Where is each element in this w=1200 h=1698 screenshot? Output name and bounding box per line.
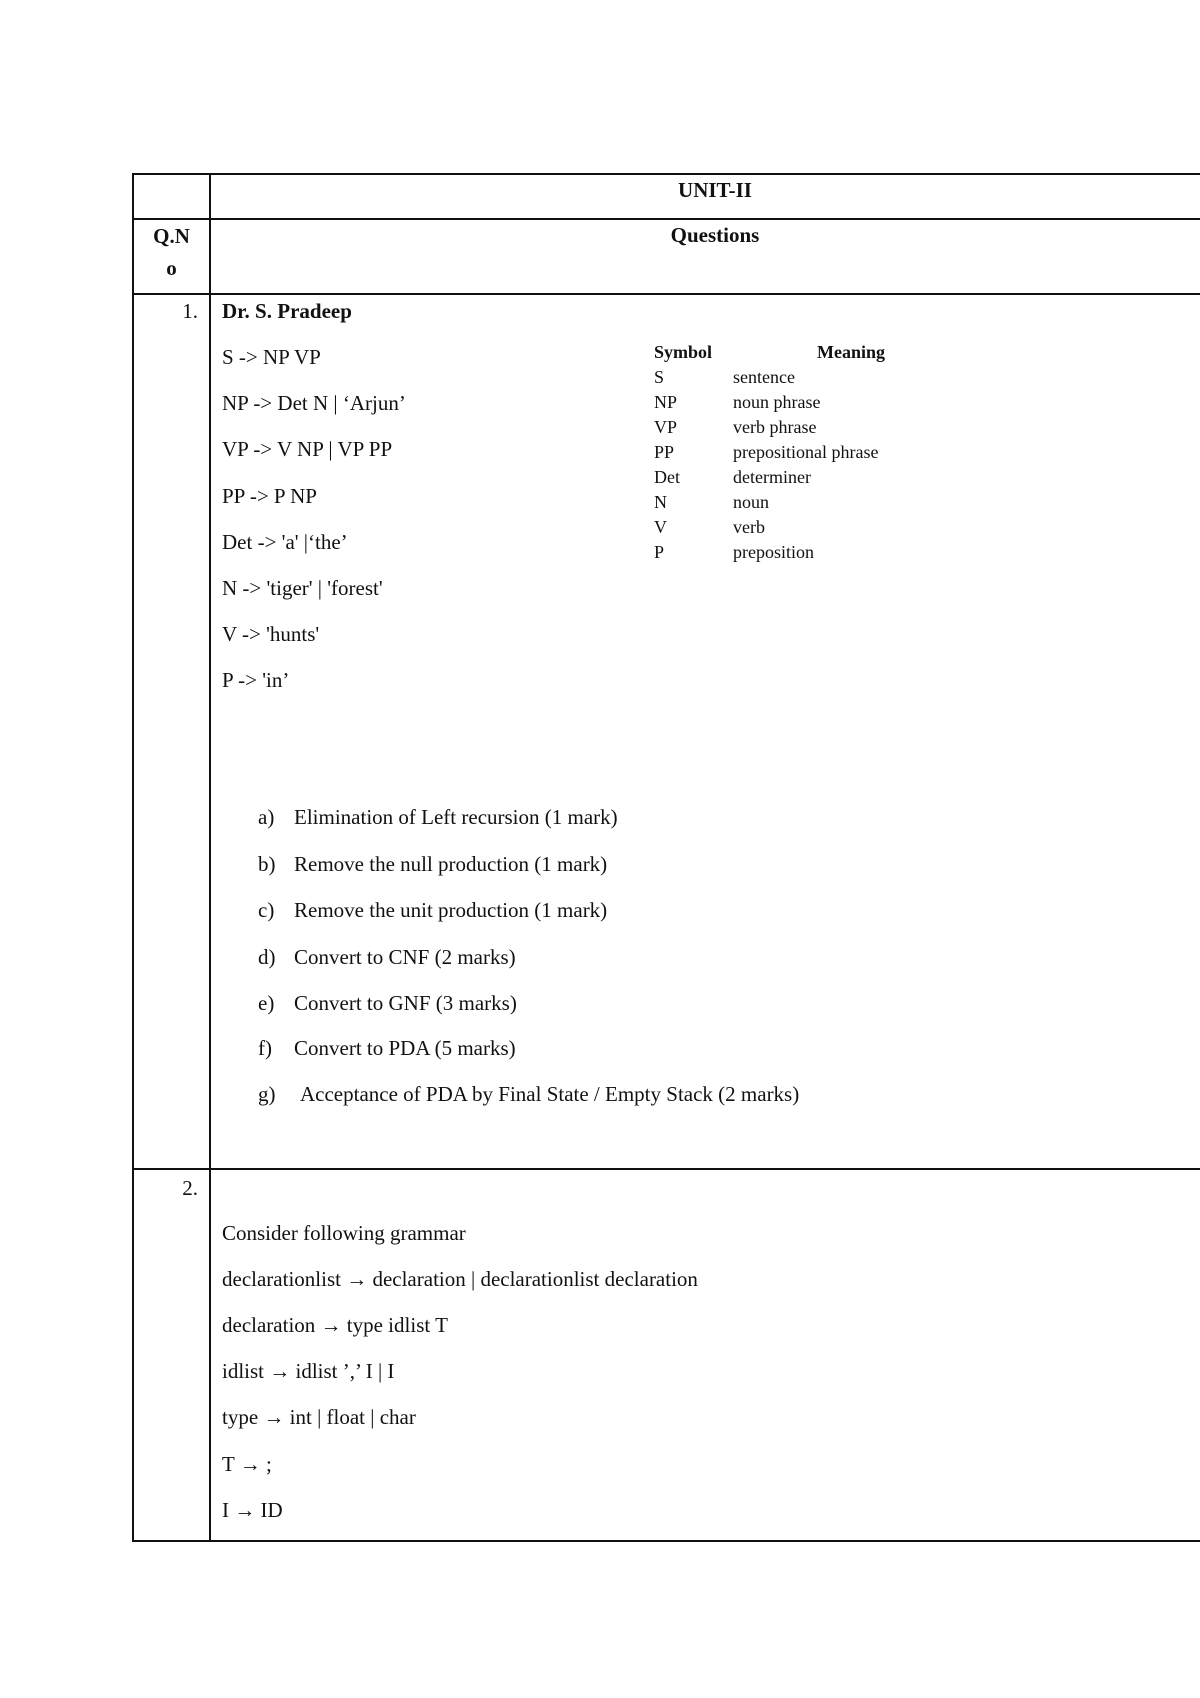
question-author: Dr. S. Pradeep xyxy=(222,299,352,323)
symbol-row xyxy=(654,515,904,540)
column-divider xyxy=(209,173,211,1540)
task-text: Convert to PDA (5 marks) xyxy=(294,1036,516,1060)
symbol-row xyxy=(654,415,904,440)
qno-header-line1: Q.N xyxy=(153,224,190,248)
symbol-meaning-table xyxy=(654,340,904,565)
meaning-cell: determiner xyxy=(733,467,811,487)
task-label: b) xyxy=(258,852,276,876)
question-number-2: 2. xyxy=(182,1176,198,1200)
grammar-rule: declarationlist → declaration | declarationlist declaration xyxy=(222,1267,698,1291)
task-label: d) xyxy=(258,945,276,969)
task-item xyxy=(258,804,618,830)
symbol-cell: P xyxy=(654,542,665,562)
grammar-rule: P -> 'in’ xyxy=(222,668,290,692)
task-item xyxy=(258,1035,516,1061)
task-text: Convert to GNF (3 marks) xyxy=(294,991,517,1015)
meaning-cell: prepositional phrase xyxy=(733,442,879,462)
qno-header xyxy=(134,220,209,284)
task-label: g) xyxy=(258,1082,276,1106)
unit-title: UNIT-II xyxy=(678,178,752,202)
symbol-table-header xyxy=(654,340,904,365)
task-text: Remove the unit production (1 mark) xyxy=(294,898,608,922)
task-label: a) xyxy=(258,805,275,829)
row-divider-header xyxy=(132,293,1200,295)
grammar-rule: declaration → type idlist T xyxy=(222,1313,448,1337)
task-label: c) xyxy=(258,898,275,922)
qno-header-line2: o xyxy=(166,256,177,280)
symbol-cell: VP xyxy=(654,417,678,437)
grammar-rule: type → int | float | char xyxy=(222,1405,416,1429)
meaning-cell: verb phrase xyxy=(733,417,817,437)
grammar-rule: T → ; xyxy=(222,1452,272,1476)
grammar-rule: VP -> V NP | VP PP xyxy=(222,437,393,461)
question-intro: Consider following grammar xyxy=(222,1221,466,1245)
meaning-cell: preposition xyxy=(733,542,814,562)
task-item xyxy=(258,990,517,1016)
task-text: Acceptance of PDA by Final State / Empty Stack (2 marks) xyxy=(300,1082,800,1106)
grammar-rule: N -> 'tiger' | 'forest' xyxy=(222,576,383,600)
task-item xyxy=(258,851,607,877)
symbol-cell: V xyxy=(654,517,667,537)
grammar-rule: idlist → idlist ’,’ I | I xyxy=(222,1359,395,1383)
grammar-rule: PP -> P NP xyxy=(222,484,317,508)
symbol-cell: Det xyxy=(654,467,680,487)
grammar-rule: S -> NP VP xyxy=(222,345,321,369)
symbol-cell: PP xyxy=(654,442,675,462)
symbol-row xyxy=(654,465,904,490)
symbol-row xyxy=(654,390,904,415)
question-number-1: 1. xyxy=(182,299,198,323)
task-text: Elimination of Left recursion (1 mark) xyxy=(294,805,618,829)
meaning-cell: noun phrase xyxy=(733,392,821,412)
grammar-rule: V -> 'hunts' xyxy=(222,622,320,646)
task-label: f) xyxy=(258,1036,272,1060)
symbol-column-header: Symbol xyxy=(654,342,713,362)
task-label: e) xyxy=(258,991,275,1015)
symbol-row xyxy=(654,540,904,565)
task-item xyxy=(258,1081,799,1107)
symbol-row xyxy=(654,490,904,515)
symbol-cell: S xyxy=(654,367,665,387)
row-divider-q1 xyxy=(132,1168,1200,1170)
grammar-rule: Det -> 'a' |‘the’ xyxy=(222,530,348,554)
row-divider-unit xyxy=(132,218,1200,220)
symbol-cell: N xyxy=(654,492,667,512)
task-text: Convert to CNF (2 marks) xyxy=(294,945,516,969)
grammar-rule: NP -> Det N | ‘Arjun’ xyxy=(222,391,406,415)
meaning-column-header: Meaning xyxy=(817,342,886,362)
task-item xyxy=(258,944,516,970)
symbol-row xyxy=(654,440,904,465)
questions-header: Questions xyxy=(670,223,760,247)
meaning-cell: verb xyxy=(733,517,765,537)
meaning-cell: noun xyxy=(733,492,769,512)
meaning-cell: sentence xyxy=(733,367,795,387)
task-item xyxy=(258,897,607,923)
grammar-rule: I → ID xyxy=(222,1498,283,1522)
task-text: Remove the null production (1 mark) xyxy=(294,852,608,876)
symbol-cell: NP xyxy=(654,392,678,412)
symbol-row xyxy=(654,365,904,390)
